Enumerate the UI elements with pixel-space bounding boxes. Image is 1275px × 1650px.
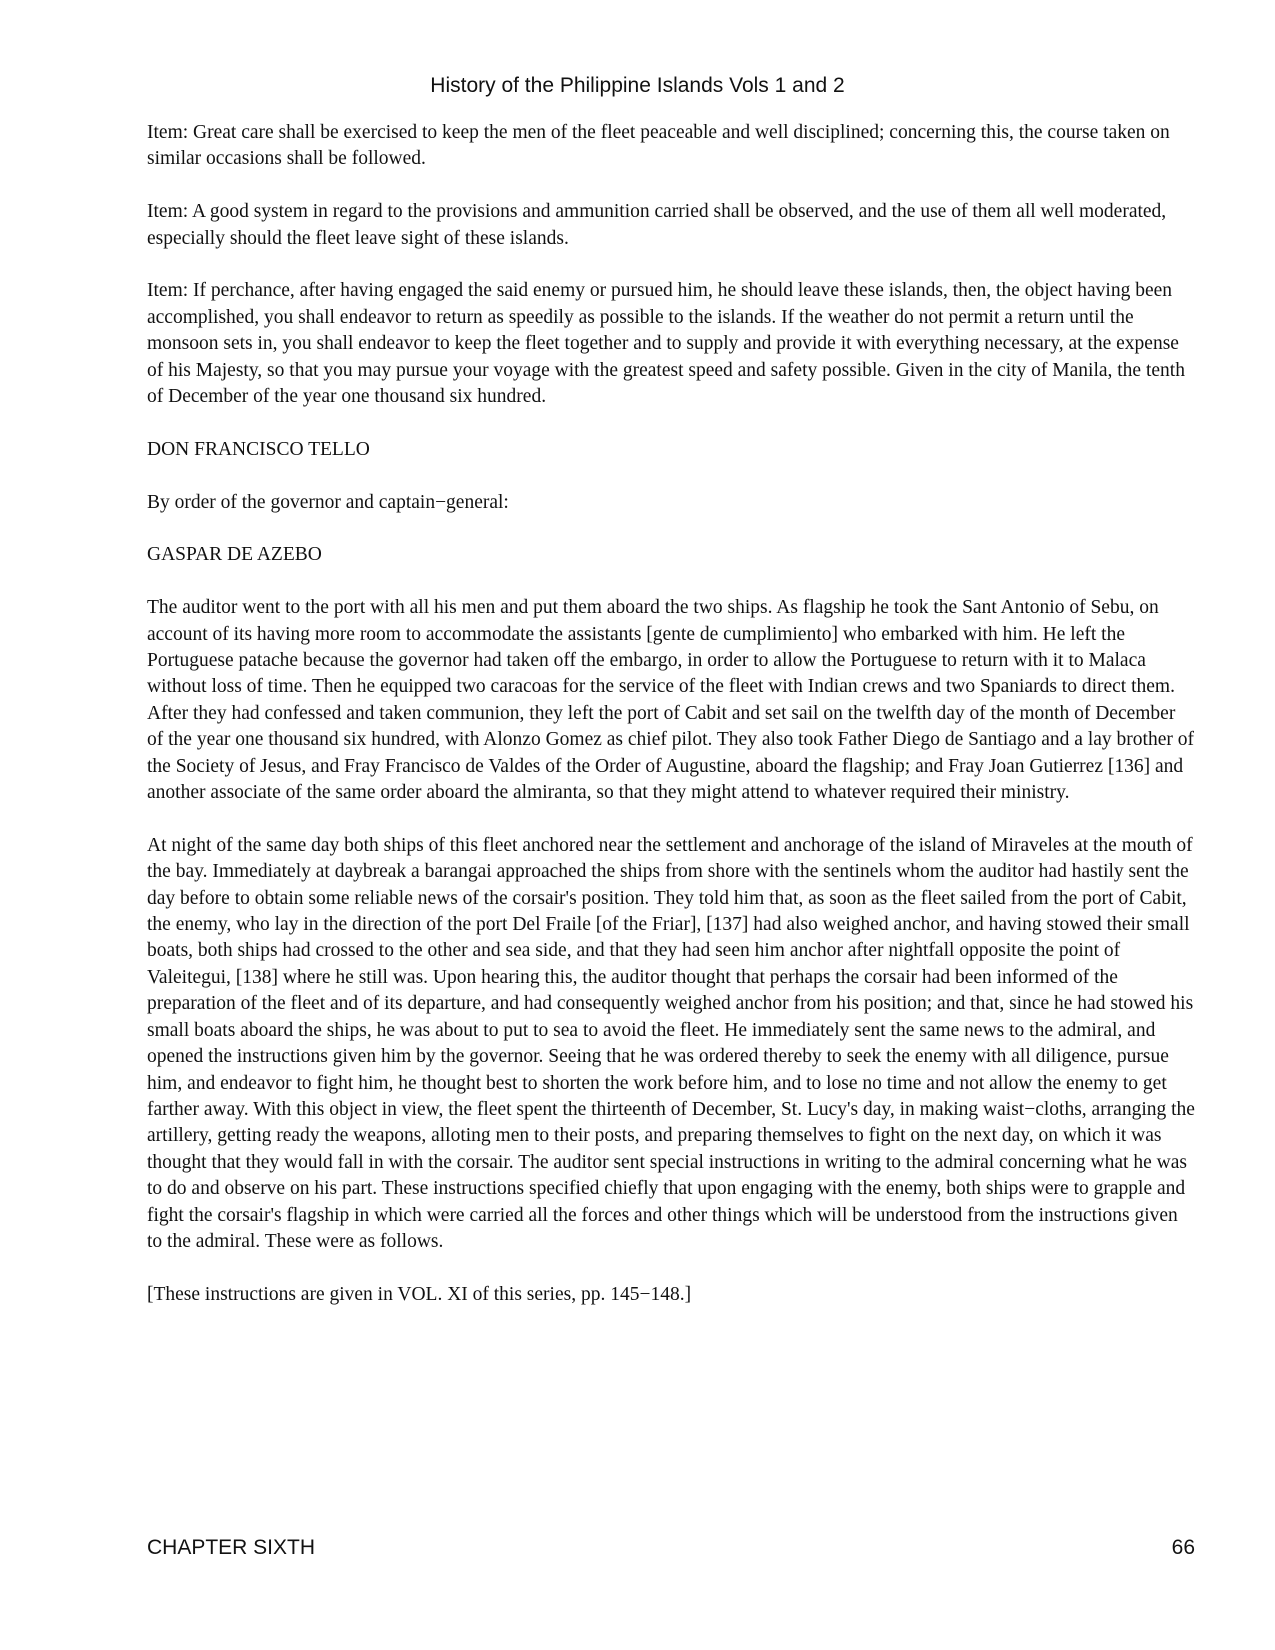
signature-secretary: GASPAR DE AZEBO xyxy=(147,544,322,566)
paragraph-auditor-departure: The auditor went to the port with all his men and put them aboard the two ships. As flagship he took the Sant Antonio of Sebu, on account of its having more room to accommodate the assistants [gente de cumplimiento] who embarked with him. He left the Portuguese patache because the governor had taken off the embargo, in order to allow the Portuguese to return with it to Malaca without loss of time. Then he equipped two caracoas for the service of the fleet with Indian crews and two Spaniards to direct them. After they had confessed and taken communion, they left the port of Cabit and set sail on the twelfth day of the month of December of the year one thousand six hundred, with Alonzo Gomez as chief pilot. They also took Father Diego de Santiago and a lay brother of the Society of Jesus, and Fray Francisco de Valdes of the Order of Augustine, aboard the flagship; and Fray Joan Gutierrez [136] and another associate of the same order aboard the almiranta, so that they might attend to whatever required their ministry. xyxy=(147,597,1194,804)
paragraph-miraveles-anchorage: At night of the same day both ships of this fleet anchored near the settlement and anchorage of the island of Miraveles at the mouth of the bay. Immediately at daybreak a barangai approached the ships from shore with the sentinels whom the auditor had hastily sent the day before to obtain some reliable news of the corsair's position. They told him that, as soon as the fleet sailed from the port of Cabit, the enemy, who lay in the direction of the port Del Fraile [of the Friar], [137] had also weighed anchor, and having stowed their small boats, both ships had crossed to the other and sea side, and that they had seen him anchor after nightfall opposite the point of Valeitegui, [138] where he still was. Upon hearing this, the auditor thought that perhaps the corsair had been informed of the preparation of the fleet and of its departure, and had consequently weighed anchor from his position; and that, since he had stowed his small boats aboard the ships, he was about to put to sea to avoid the fleet. He immediately sent the same news to the admiral, and opened the instructions given him by the governor. Seeing that he was ordered thereby to seek the enemy with all diligence, pursue him, and endeavor to fight him, he thought best to shorten the work before him, and to lose no time and not allow the enemy to get farther away. With this object in view, the fleet spent the thirteenth of December, St. Lucy's day, in making waist−cloths, arranging the artillery, getting ready the weapons, alloting men to their posts, and preparing themselves to fight on the next day, on which it was thought that they would fall in with the corsair. The auditor sent special instructions in writing to the admiral concerning what he was to do and observe on his part. These instructions specified chiefly that upon engaging with the enemy, both ships were to grapple and fight the corsair's flagship in which were carried all the forces and other things which will be understood from the instructions given to the admiral. These were as follows. xyxy=(147,834,1195,1252)
order-line: By order of the governor and captain−general: xyxy=(147,491,509,513)
body-text xyxy=(147,120,1195,1335)
chapter-label: CHAPTER SIXTH xyxy=(147,1536,316,1559)
paragraph-editorial-note: [These instructions are given in VOL. XI of this series, pp. 145−148.] xyxy=(147,1283,692,1305)
paragraph-item-return: Item: If perchance, after having engaged the said enemy or pursued him, he should leave these islands, then, the object having been accomplished, you shall endeavor to return as speedily as possible to the islands. If the weather do not permit a return until the monsoon sets in, you shall endeavor to keep the fleet together and to supply and provide it with everything necessary, at the expense of his Majesty, so that you may pursue your voyage with the greatest speed and safety possible. Given in the city of Manila, the tenth of December of the year one thousand six hundred. xyxy=(147,280,1185,408)
running-header: History of the Philippine Islands Vols 1 and 2 xyxy=(430,74,845,97)
paragraph-item-discipline: Item: Great care shall be exercised to keep the men of the fleet peaceable and well disciplined; concerning this, the course taken on similar occasions shall be followed. xyxy=(147,122,1170,170)
page-number: 66 xyxy=(1171,1536,1195,1559)
paragraph-item-provisions: Item: A good system in regard to the provisions and ammunition carried shall be observed, and the use of them all well moderated, especially should the fleet leave sight of these islands. xyxy=(147,201,1167,249)
signature-governor: DON FRANCISCO TELLO xyxy=(147,438,370,460)
